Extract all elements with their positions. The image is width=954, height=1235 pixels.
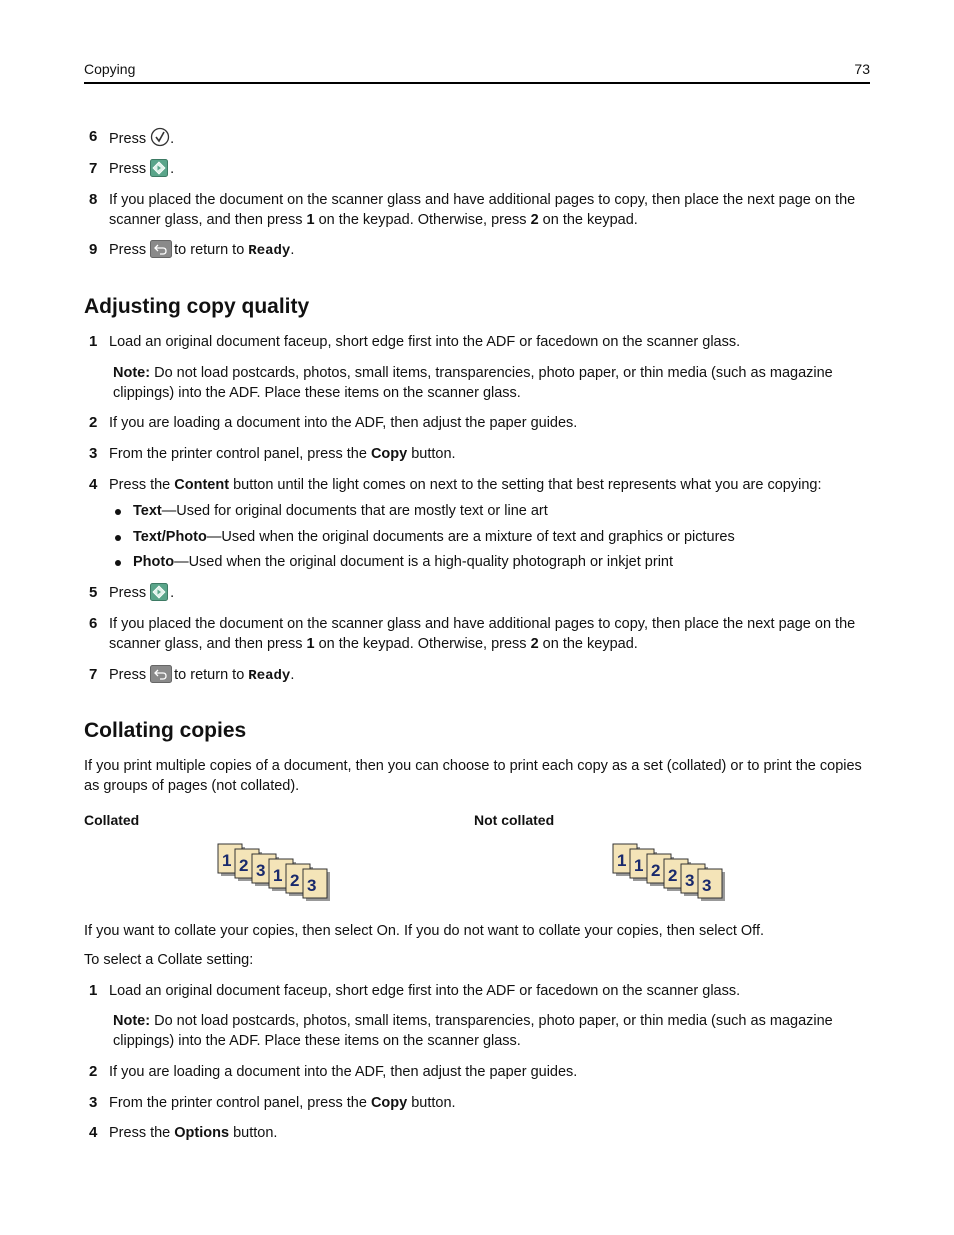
- step-text: Load an original document faceup, short edge first into the ADF or facedown on the scanner glass.: [109, 334, 741, 350]
- section-name: Copying: [84, 61, 136, 77]
- s1-step-2: [84, 413, 870, 433]
- step-text: If you are loading a document into the ADF, then adjust the paper guides.: [109, 415, 578, 431]
- page-number-label: 1: [617, 851, 627, 870]
- page-number-label: 2: [239, 856, 249, 875]
- s2-step-4: [84, 1123, 870, 1143]
- step-8-next-page: [84, 190, 870, 230]
- step-number: 2: [89, 1063, 98, 1080]
- section-title-collating-copies: Collating copies: [84, 719, 247, 742]
- s1-step-6: [84, 614, 870, 654]
- s2-step-3: [84, 1093, 870, 1113]
- step-number: 7: [89, 160, 98, 177]
- step-text: If you placed the document on the scanner glass and have additional pages to copy, then place the next page on the scanner glass, and then press 1 on the keypad. Otherwise, press 2 on the keypad.: [109, 616, 856, 652]
- step-number: 1: [89, 982, 98, 999]
- collate-select-text: To select a Collate setting:: [84, 952, 254, 968]
- step-text: Press: [109, 585, 147, 601]
- step-text: Press: [109, 131, 147, 147]
- s1-step-3: [84, 444, 870, 464]
- step-number: 5: [89, 584, 98, 601]
- page-number: 73: [854, 61, 870, 77]
- page-sheet: [698, 869, 725, 901]
- bullet-item: Photo—Used when the original document is a high-quality photograph or inkjet print: [115, 552, 855, 572]
- start-button-icon: [150, 159, 170, 177]
- step-text: Press: [109, 161, 147, 177]
- s1-step-7: 7 Press to return to Ready.: [89, 666, 295, 684]
- page-number-label: 1: [273, 866, 283, 885]
- page-number-label: 2: [290, 871, 300, 890]
- step-text: Press: [109, 242, 147, 258]
- s2-step-1: [84, 981, 870, 1001]
- page-number-label: 2: [651, 861, 661, 880]
- collated-pages-illustration: [214, 840, 338, 906]
- step-number: 3: [89, 1094, 98, 1111]
- step-text: Load an original document faceup, short edge first into the ADF or facedown on the scanner glass.: [109, 983, 741, 999]
- step-number: 6: [89, 615, 98, 632]
- bullet-item: Text/Photo—Used when the original documents are a mixture of text and graphics or pictures: [115, 527, 855, 547]
- note-label: Note:: [113, 1013, 151, 1029]
- bullet-dot-icon: [115, 535, 121, 541]
- step-text: If you placed the document on the scanner glass and have additional pages to copy, then place the next page on the scanner glass, and then press 1 on the keypad. Otherwise, press 2 on the keypad.: [109, 192, 856, 228]
- page-number-label: 2: [668, 866, 678, 885]
- bullet-dot-icon: [115, 509, 121, 515]
- step-number: 4: [89, 1124, 98, 1141]
- step-text: From the printer control panel, press the Copy button.: [109, 446, 456, 462]
- page-number-label: 3: [685, 871, 695, 890]
- step-number: 8: [89, 191, 98, 208]
- back-button-icon: [150, 240, 170, 258]
- check-button-icon: [150, 127, 170, 145]
- step-6-press-check: [84, 127, 870, 149]
- step-text: Press: [109, 667, 147, 683]
- s1-step-1: [84, 332, 870, 352]
- page-number-label: 1: [222, 851, 232, 870]
- step-text: Press the Content button until the light comes on next to the setting that best represents what you are copying:: [109, 477, 822, 493]
- s2-note: Note: Do not load postcards, photos, small items, transparencies, photo paper, or thin media (such as magazine clippings) into the ADF. Place these items on the scanner glass.: [113, 1013, 833, 1049]
- step-text: Press the Options button.: [109, 1125, 278, 1141]
- page-header: [84, 60, 870, 84]
- back-button-icon: [150, 665, 170, 683]
- not-collated-label: Not collated: [474, 812, 555, 828]
- step-end: .: [170, 161, 175, 177]
- step-text: From the printer control panel, press the Copy button.: [109, 1095, 456, 1111]
- step-number: 2: [89, 414, 98, 431]
- note-label: Note:: [113, 365, 151, 381]
- page-number-label: 3: [307, 876, 317, 895]
- s1-step-5: 5 Press .: [89, 584, 175, 601]
- step-number: 9: [89, 241, 98, 258]
- not-collated-pages-illustration: [609, 840, 733, 906]
- step-number: 1: [89, 333, 98, 350]
- start-button-icon: [150, 583, 170, 601]
- s1-note: Note: Do not load postcards, photos, small items, transparencies, photo paper, or thin media (such as magazine clippings) into the ADF. Place these items on the scanner glass.: [113, 365, 833, 401]
- step-number: 3: [89, 445, 98, 462]
- page-number-label: 1: [634, 856, 644, 875]
- page-sheet: [303, 869, 330, 901]
- step-7-press-start: [84, 159, 870, 179]
- step-number: 4: [89, 476, 98, 493]
- step-number: 7: [89, 666, 98, 683]
- section-title-adjusting-copy-quality: Adjusting copy quality: [84, 295, 310, 318]
- page-number-label: 3: [702, 876, 712, 895]
- collate-on-off-text: If you want to collate your copies, then select On. If you do not want to collate your copies, then select Off.: [84, 923, 764, 939]
- step-text: If you are loading a document into the ADF, then adjust the paper guides.: [109, 1064, 578, 1080]
- collated-label: Collated: [84, 812, 140, 828]
- s1-step-4: [84, 475, 870, 495]
- bullet-item: Text—Used for original documents that are mostly text or line art: [115, 501, 855, 521]
- step-number: 6: [89, 128, 98, 145]
- bullet-dot-icon: [115, 560, 121, 566]
- collate-intro: If you print multiple copies of a document, then you can choose to print each copy as a set (collated) or to print the copies as groups of pages (not collated).: [84, 758, 862, 794]
- s2-step-2: [84, 1062, 870, 1082]
- step-9-press-back: 9 Press to return to Ready.: [89, 241, 295, 259]
- page-number-label: 3: [256, 861, 266, 880]
- ready-status: Ready: [248, 243, 291, 259]
- step-end: .: [170, 131, 175, 147]
- ready-status: Ready: [248, 668, 291, 684]
